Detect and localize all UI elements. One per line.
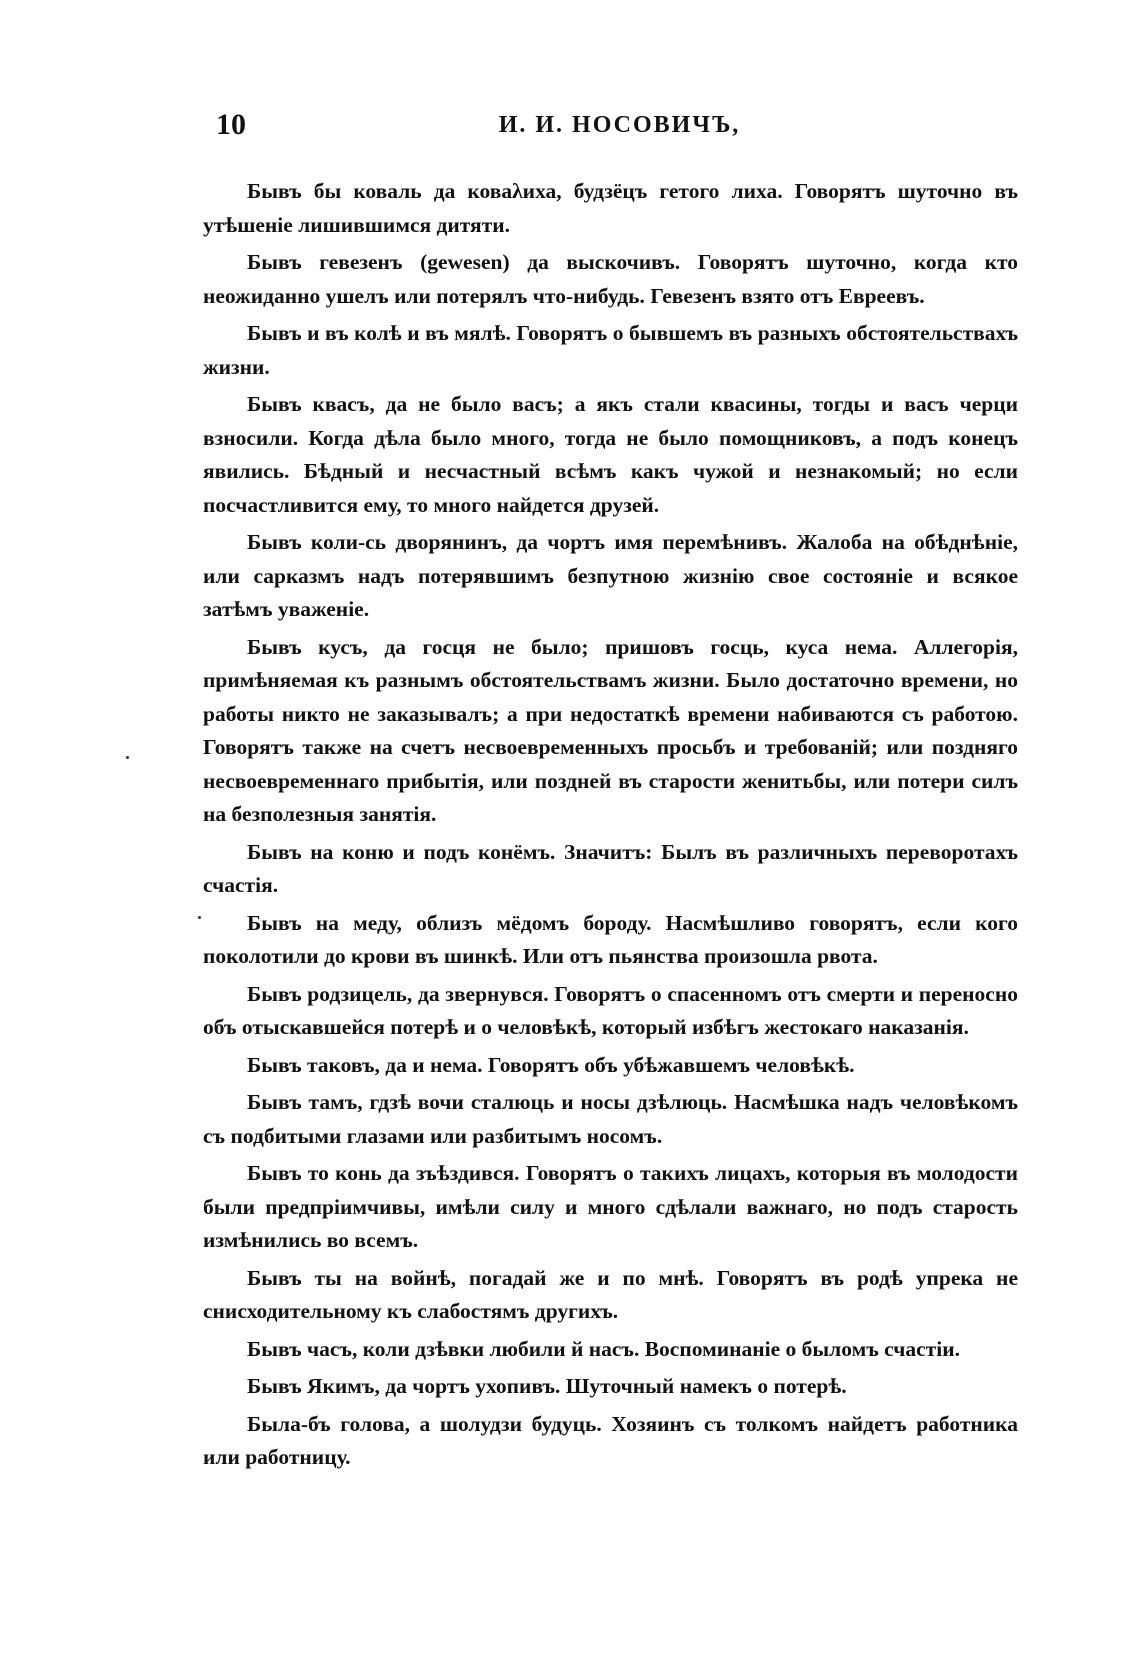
proverb-entry: Бывъ таковъ, да и нема. Говорятъ объ убѣжавшемъ человѣкѣ. [247, 1052, 855, 1077]
scan-speck [198, 916, 201, 919]
proverb-entry: Бывъ на коню и подъ конёмъ. Значитъ: Былъ въ различныхъ переворотахъ счастія. [203, 839, 1018, 897]
proverb-entry: Бывъ на меду, облизъ мёдомъ бороду. Насмѣшливо говорятъ, если кого поколотили до крови въ шинкѣ. Или отъ пьянства произошла рвота. [203, 910, 1018, 968]
page-number: 10 [216, 108, 246, 141]
proverb-entry: Бывъ тамъ, гдзѣ вочи сталюць и носы дзѣлюць. Насмѣшка надъ человѣкомъ съ подбитыми глазами или разбитымъ носомъ. [203, 1090, 1018, 1148]
scan-speck [126, 756, 129, 759]
proverb-entry: Бывъ квасъ, да не было васъ; а якъ стали квасины, тогды и васъ черци взносили. Когда дѣла было много, тогда не было помощниковъ, а подъ конецъ явились. Бѣдный и несчастный всѣмъ какъ чужой и незнакомый; но если посчастливится ему, то много найдется друзей. [203, 392, 1018, 517]
page-header [212, 108, 1027, 148]
proverb-entry: Была-бъ голова, а шолудзи будуць. Хозяинъ съ толкомъ найдетъ работника или работницу. [203, 1411, 1018, 1469]
proverb-entry: Бывъ гевезенъ (gewesen) да выскочивъ. Говорятъ шуточно, когда кто неожиданно ушелъ или потерялъ что-нибудь. Гевезенъ взято отъ Евреевъ. [203, 250, 1018, 308]
proverb-entry: Бывъ то конь да зъѣздився. Говорятъ о такихъ лицахъ, которыя въ молодости были предпріимчивы, имѣли силу и много сдѣлали важнаго, но подъ старость измѣнились во всемъ. [203, 1161, 1018, 1252]
proverb-entry: Бывъ часъ, коли дзѣвки любили й насъ. Воспоминаніе о быломъ счастіи. [247, 1336, 960, 1361]
proverb-list [203, 175, 1018, 1479]
proverb-entry: Бывъ кусъ, да госця не было; пришовъ гоcць, куса нема. Аллегорія, примѣняемая къ разнымъ обстоятельствамъ жизни. Было достаточно времени, но работы никто не заказывалъ; а при недостаткѣ времени набиваются съ работою. Говорятъ также на счетъ несвоевременныхъ просьбъ и требованій; или поздняго несвоевременнаго прибытія, или поздней въ старости женитьбы, или потери силъ на безполезныя занятія. [203, 634, 1018, 826]
proverb-entry: Бывъ и въ колѣ и въ мялѣ. Говорятъ о бывшемъ въ разныхъ обстоятельствахъ жизни. [203, 321, 1018, 379]
proverb-entry: Бывъ коли-сь дворянинъ, да чортъ имя перемѣнивъ. Жалоба на обѣднѣніе, или сарказмъ надъ потерявшимъ безпутною жизнію свое состояніе и всякое затѣмъ уваженіе. [203, 530, 1018, 621]
proverb-entry: Бывъ Якимъ, да чортъ ухопивъ. Шуточный намекъ о потерѣ. [247, 1374, 847, 1398]
proverb-entry: Бывъ ты на войнѣ, погадай же и по мнѣ. Говорятъ въ родѣ упрека не снисходительному къ слабостямъ другихъ. [203, 1265, 1018, 1323]
running-title: И. И. НОСОВИЧЪ, [498, 112, 741, 138]
proverb-entry: Бывъ родзицель, да звернувся. Говорятъ о спасенномъ отъ смерти и переносно объ отыскавшейся потерѣ и о человѣкѣ, который избѣгъ жестокаго наказанія. [203, 981, 1018, 1039]
proverb-entry: Бывъ бы коваль да коваλиха, будзёцъ гетого лиха. Говорятъ шуточно въ утѣшеніе лишившимся дитяти. [203, 179, 1018, 237]
